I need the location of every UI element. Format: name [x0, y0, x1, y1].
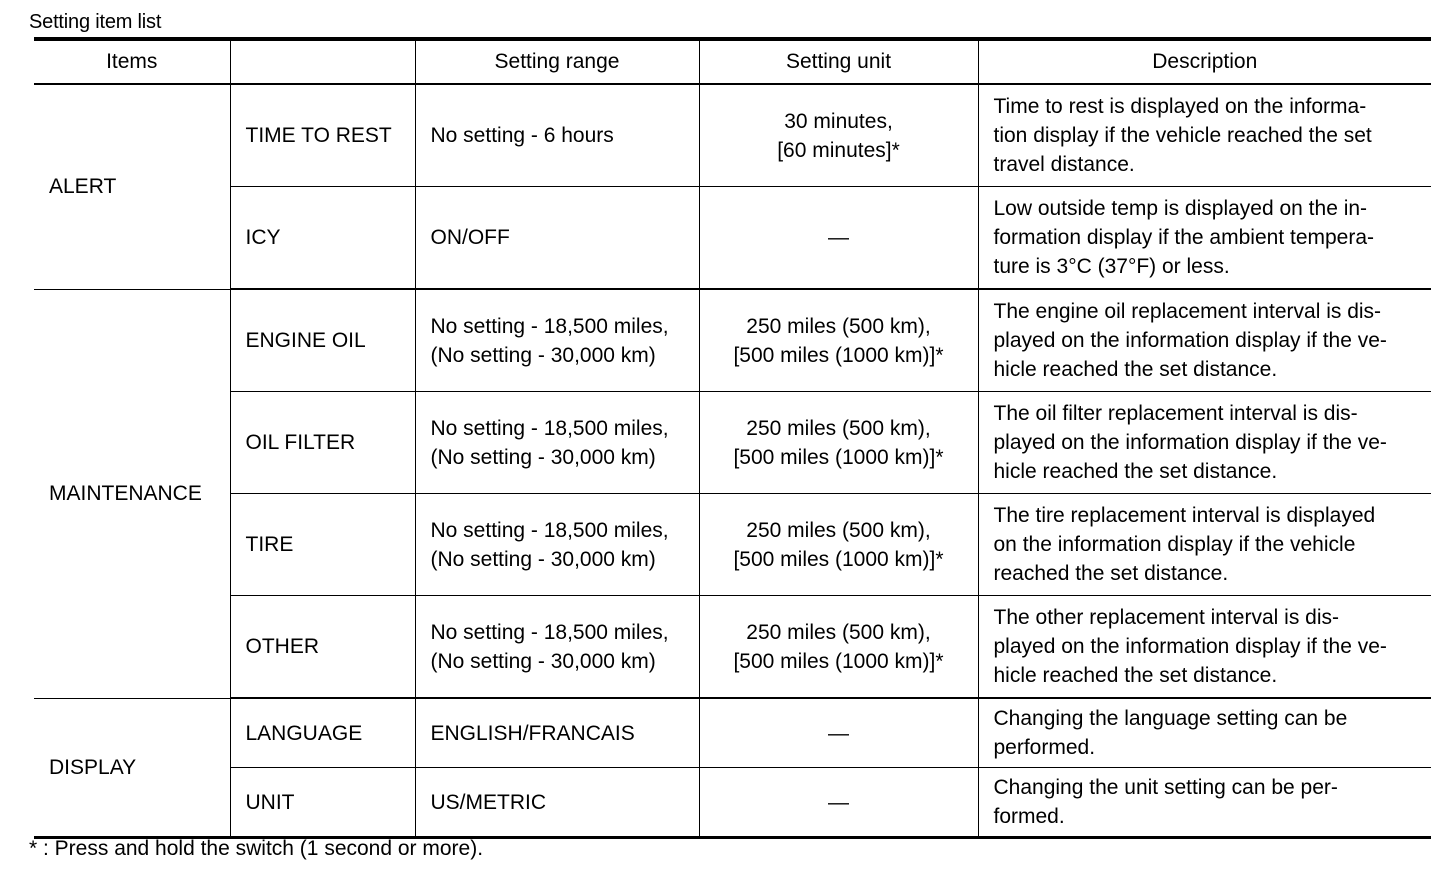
item-name: ICY	[230, 187, 415, 290]
description: Time to rest is displayed on the informa- tion display if the vehicle reached the set travel distance.	[978, 84, 1431, 187]
setting-range: No setting - 18,500 miles, (No setting - 30,000 km)	[415, 392, 699, 494]
setting-unit: 250 miles (500 km), [500 miles (1000 km)]*	[699, 392, 978, 494]
header-setting-range: Setting range	[415, 39, 699, 84]
description: The oil filter replacement interval is dis- played on the information display if the ve- hicle reached the set distance.	[978, 392, 1431, 494]
setting-item-table	[34, 37, 1431, 839]
table-row	[34, 187, 1431, 290]
setting-unit: —	[699, 698, 978, 768]
table-row	[34, 392, 1431, 494]
description: Changing the language setting can be performed.	[978, 698, 1431, 768]
setting-unit: 250 miles (500 km), [500 miles (1000 km)]*	[699, 289, 978, 392]
setting-range: No setting - 6 hours	[415, 84, 699, 187]
group-label-alert: ALERT	[34, 84, 230, 289]
table-row	[34, 596, 1431, 699]
item-name: TIME TO REST	[230, 84, 415, 187]
setting-unit: —	[699, 187, 978, 290]
header-description: Description	[978, 39, 1431, 84]
setting-unit: 30 minutes, [60 minutes]*	[699, 84, 978, 187]
item-name: UNIT	[230, 768, 415, 838]
setting-range: No setting - 18,500 miles, (No setting - 30,000 km)	[415, 596, 699, 699]
table-row	[34, 698, 1431, 768]
table-row	[34, 494, 1431, 596]
setting-range: ON/OFF	[415, 187, 699, 290]
setting-range: ENGLISH/FRANCAIS	[415, 698, 699, 768]
table-row	[34, 84, 1431, 187]
header-row	[34, 39, 1431, 84]
header-subitem	[230, 39, 415, 84]
description: The other replacement interval is dis- played on the information display if the ve- hicle reached the set distance.	[978, 596, 1431, 699]
description: The tire replacement interval is displayed on the information display if the vehicle reached the set distance.	[978, 494, 1431, 596]
footnote: * : Press and hold the switch (1 second or more).	[29, 837, 484, 860]
item-name: ENGINE OIL	[230, 289, 415, 392]
setting-range: US/METRIC	[415, 768, 699, 838]
item-name: OTHER	[230, 596, 415, 699]
setting-range: No setting - 18,500 miles, (No setting - 30,000 km)	[415, 494, 699, 596]
setting-unit: —	[699, 768, 978, 838]
table-row	[34, 289, 1431, 392]
setting-unit: 250 miles (500 km), [500 miles (1000 km)]*	[699, 494, 978, 596]
description: Changing the unit setting can be per- formed.	[978, 768, 1431, 838]
item-name: LANGUAGE	[230, 698, 415, 768]
group-label-display: DISPLAY	[34, 698, 230, 838]
setting-range: No setting - 18,500 miles, (No setting - 30,000 km)	[415, 289, 699, 392]
setting-unit: 250 miles (500 km), [500 miles (1000 km)]*	[699, 596, 978, 699]
item-name: OIL FILTER	[230, 392, 415, 494]
description: The engine oil replacement interval is dis- played on the information display if the ve- hicle reached the set distance.	[978, 289, 1431, 392]
table-row	[34, 768, 1431, 838]
item-name: TIRE	[230, 494, 415, 596]
group-label-maintenance: MAINTENANCE	[34, 289, 230, 698]
description: Low outside temp is displayed on the in- formation display if the ambient tempera- ture is 3°C (37°F) or less.	[978, 187, 1431, 290]
header-setting-unit: Setting unit	[699, 39, 978, 84]
table-caption: Setting item list	[29, 11, 162, 33]
header-items: Items	[34, 39, 230, 84]
